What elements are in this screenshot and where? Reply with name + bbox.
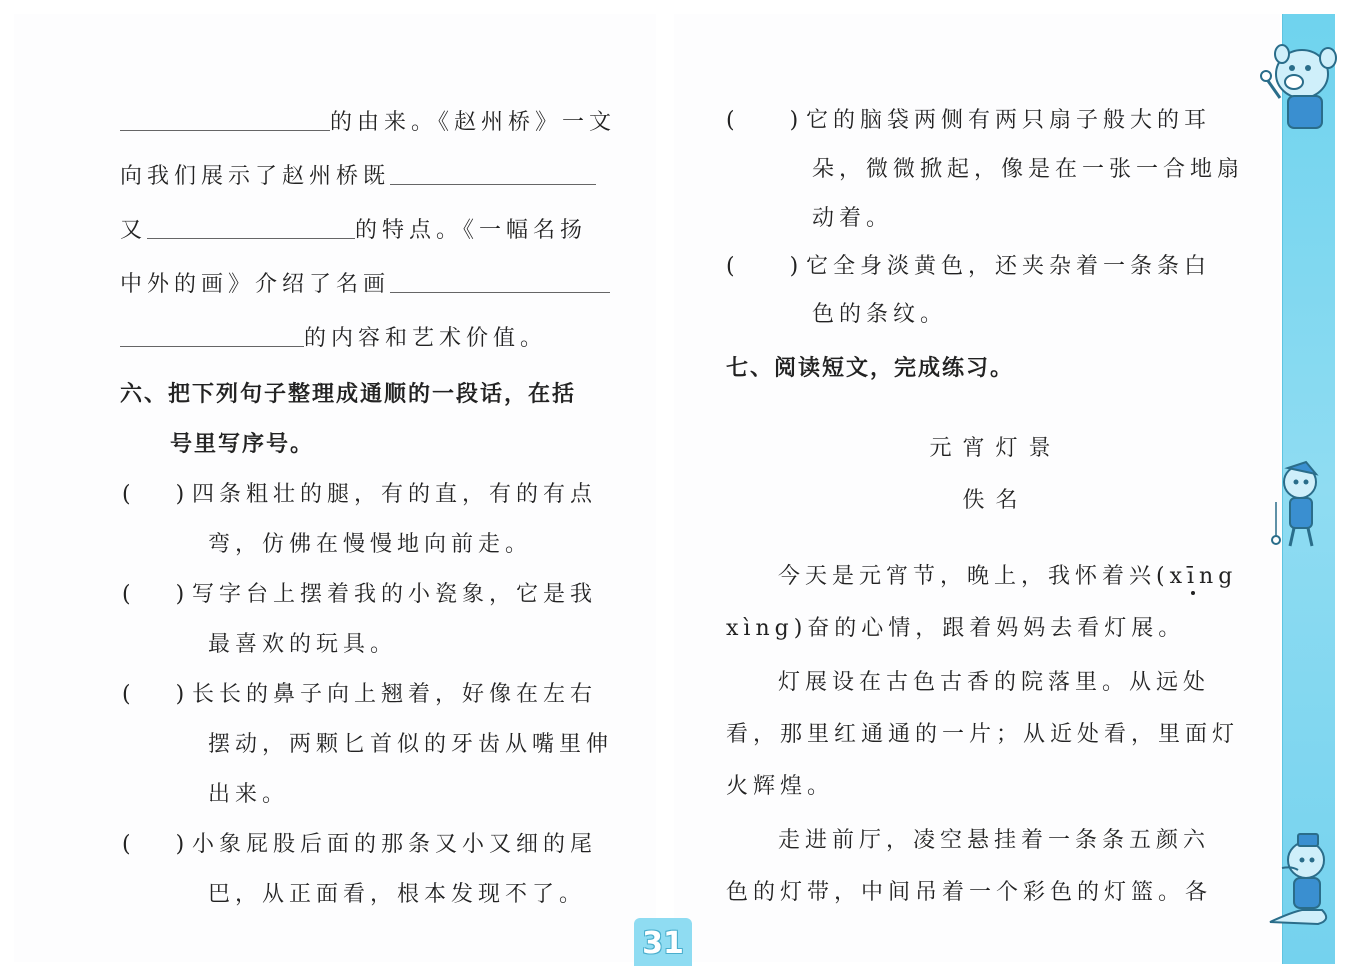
paragraph-1-line-2: xìng)奋的心情，跟着妈妈去看灯展。: [726, 616, 1186, 641]
boy-mascot-icon: [1266, 460, 1326, 556]
fill-line-2: [120, 162, 596, 192]
sentence-text: 它的脑袋两侧有两只扇子般大的耳: [806, 108, 1212, 133]
text-segment: 的由来。《赵州桥》一文: [330, 110, 617, 135]
order-item-4: [122, 830, 597, 860]
sentence-text: 四条粗壮的腿，有的直，有的有点: [192, 482, 598, 507]
text-segment: 向我们展示了赵州桥既: [120, 164, 391, 189]
pig-mascot-icon: [1256, 38, 1338, 138]
order-item-4-cont: 巴，从正面看，根本发现不了。: [208, 882, 587, 907]
order-item-6-cont: 色的条纹。: [812, 302, 948, 327]
paragraph-1-line-1: 今天是元宵节，晚上，我怀着兴(xīng: [778, 564, 1238, 589]
fill-blank[interactable]: [390, 162, 596, 185]
order-item-5-cont: 朵，微微掀起，像是在一张一合地扇: [812, 157, 1245, 182]
fill-blank[interactable]: [120, 108, 330, 131]
answer-bracket[interactable]: ( ): [726, 254, 804, 279]
answer-bracket[interactable]: ( ): [122, 582, 190, 607]
fill-blank[interactable]: [390, 270, 610, 293]
section-6-title: 六、把下列句子整理成通顺的一段话，在括: [120, 382, 577, 407]
fill-blank[interactable]: [147, 216, 355, 239]
paragraph-2-line-2: 看，那里红通通的一片；从近处看，里面灯: [726, 722, 1240, 747]
sentence-text: 它全身淡黄色，还夹杂着一条条白: [806, 254, 1212, 279]
order-item-1: [122, 480, 597, 510]
fill-line-4: [120, 270, 610, 300]
article-author: 佚 名: [962, 488, 1020, 513]
fill-line-5: [120, 324, 547, 354]
order-item-2-cont: 最喜欢的玩具。: [208, 632, 398, 657]
order-item-3: [122, 680, 597, 710]
answer-bracket[interactable]: ( ): [122, 832, 190, 857]
paragraph-3-line-2: 色的灯带，中间吊着一个彩色的灯篮。各: [726, 880, 1213, 905]
page-number: 31: [634, 918, 692, 966]
order-item-5-cont2: 动着。: [812, 206, 894, 231]
order-item-3-cont2: 出来。: [208, 782, 290, 807]
rat-mascot-icon: [1262, 830, 1338, 930]
paragraph-2-line-3: 火辉煌。: [726, 774, 835, 799]
answer-bracket[interactable]: ( ): [122, 682, 190, 707]
text-segment: 的内容和艺术价值。: [304, 326, 548, 351]
fill-line-1: [120, 108, 616, 138]
section-6-title-cont: 号里写序号。: [170, 432, 315, 457]
order-item-2: [122, 580, 597, 610]
answer-bracket[interactable]: ( ): [726, 108, 804, 133]
order-item-6: [726, 252, 1211, 282]
order-item-1-cont: 弯，仿佛在慢慢地向前走。: [208, 532, 533, 557]
sentence-text: 写字台上摆着我的小瓷象，它是我: [192, 582, 598, 607]
article-title: 元 宵 灯 景: [929, 436, 1053, 461]
sentence-text: 小象屁股后面的那条又小又细的尾: [192, 832, 598, 857]
fill-line-3: [120, 216, 587, 246]
order-item-5: [726, 106, 1211, 136]
sentence-text: 长长的鼻子向上翘着，好像在左右: [192, 682, 598, 707]
emphasis-dot: ī: [1187, 564, 1200, 589]
order-item-3-cont: 摆动，两颗匕首似的牙齿从嘴里伸: [208, 732, 614, 757]
text-segment: 中外的画》介绍了名画: [120, 272, 391, 297]
paragraph-2-line-1: 灯展设在古色古香的院落里。从远处: [778, 670, 1211, 695]
text-segment: 又: [120, 218, 148, 243]
text-segment: 的特点。《一幅名扬: [355, 218, 588, 243]
section-7-title: 七、阅读短文，完成练习。: [726, 356, 1015, 381]
paragraph-3-line-1: 走进前厅，凌空悬挂着一条条五颜六: [778, 828, 1211, 853]
answer-bracket[interactable]: ( ): [122, 482, 190, 507]
fill-blank[interactable]: [120, 324, 304, 347]
